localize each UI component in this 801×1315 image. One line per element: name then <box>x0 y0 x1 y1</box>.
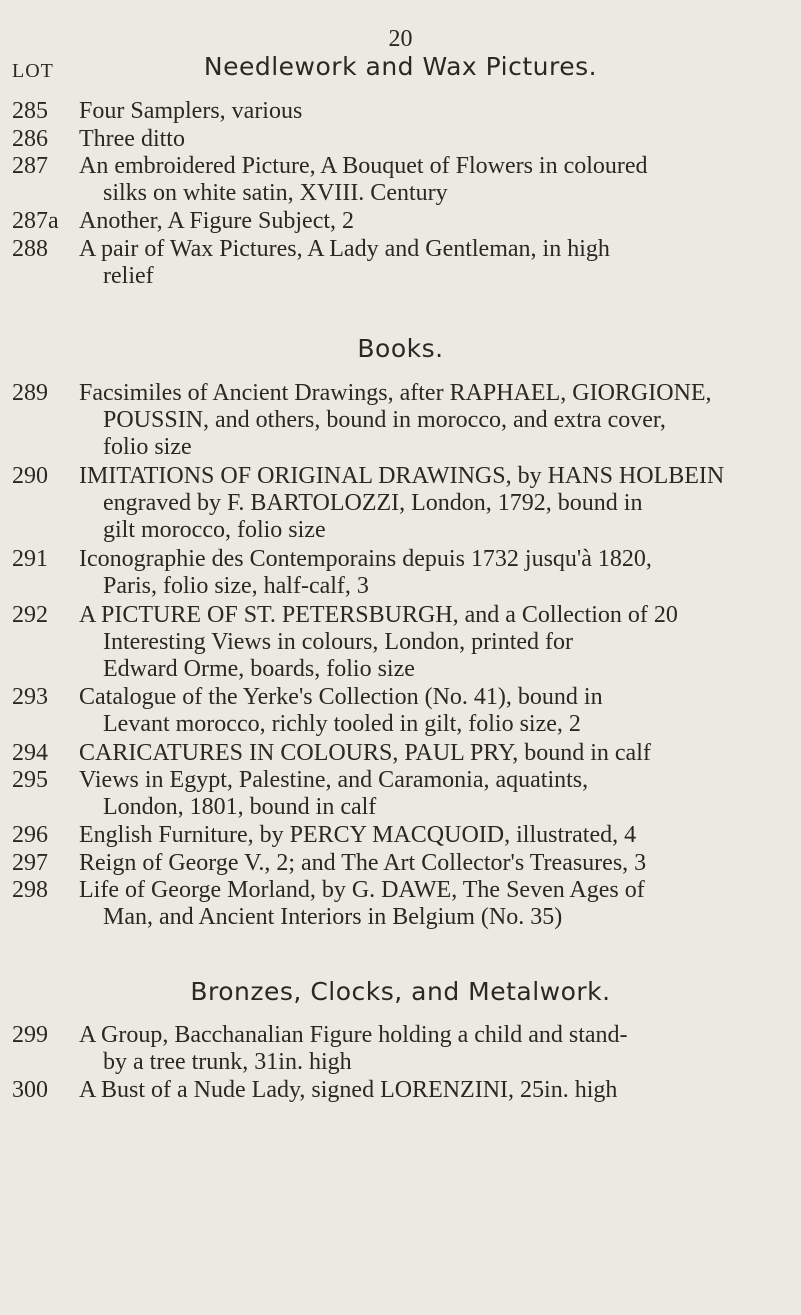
lot-number: 295 <box>12 767 48 793</box>
lot-number: 291 <box>12 546 48 572</box>
page-number: 20 <box>388 26 413 52</box>
section-title-books: Books. <box>357 334 444 363</box>
lot-number: 290 <box>12 463 48 489</box>
lot-description: London, 1801, bound in calf <box>103 794 377 820</box>
lot-number: 296 <box>12 822 48 848</box>
lot-description: Catalogue of the Yerke's Collection (No. 41), bound in <box>79 684 603 710</box>
lot-number: 297 <box>12 850 48 876</box>
lot-number: 285 <box>12 98 48 124</box>
lot-description: Interesting Views in colours, London, printed for <box>103 629 574 655</box>
lot-description: A pair of Wax Pictures, A Lady and Gentleman, in high <box>79 236 610 262</box>
lot-description: Facsimiles of Ancient Drawings, after RAPHAEL, GIORGIONE, <box>79 380 712 406</box>
lot-description: An embroidered Picture, A Bouquet of Flowers in coloured <box>79 153 648 179</box>
section-title-bronzes: Bronzes, Clocks, and Metalwork. <box>190 977 611 1006</box>
lot-number: 287a <box>12 208 59 234</box>
lot-number: 299 <box>12 1022 48 1048</box>
lot-description: Paris, folio size, half-calf, 3 <box>103 573 369 599</box>
lot-description: relief <box>103 263 154 289</box>
lot-description: Life of George Morland, by G. DAWE, The Seven Ages of <box>79 877 645 903</box>
lot-description: engraved by F. BARTOLOZZI, London, 1792, bound in <box>103 490 643 516</box>
lot-description: A Bust of a Nude Lady, signed LORENZINI, 25in. high <box>79 1077 618 1103</box>
lot-description: Views in Egypt, Palestine, and Caramonia, aquatints, <box>79 767 589 793</box>
lot-description: Man, and Ancient Interiors in Belgium (No. 35) <box>103 904 563 930</box>
lot-description: Edward Orme, boards, folio size <box>103 656 415 682</box>
lot-number: 293 <box>12 684 48 710</box>
lot-description: gilt morocco, folio size <box>103 517 326 543</box>
lot-description: Iconographie des Contemporains depuis 1732 jusqu'à 1820, <box>79 546 652 572</box>
lot-description: folio size <box>103 434 192 460</box>
lot-description: CARICATURES IN COLOURS, PAUL PRY, bound in calf <box>79 740 651 766</box>
lot-description: English Furniture, by PERCY MACQUOID, illustrated, 4 <box>79 822 637 848</box>
lot-description: Four Samplers, various <box>79 98 303 124</box>
lot-description: Another, A Figure Subject, 2 <box>79 208 355 234</box>
lot-description: Reign of George V., 2; and The Art Collector's Treasures, 3 <box>79 850 647 876</box>
lot-number: 287 <box>12 153 48 179</box>
lot-description: Three ditto <box>79 126 185 152</box>
lot-number: 292 <box>12 602 48 628</box>
lot-description: IMITATIONS OF ORIGINAL DRAWINGS, by HANS HOLBEIN <box>79 463 725 489</box>
lot-description: A PICTURE OF ST. PETERSBURGH, and a Collection of 20 <box>79 602 678 628</box>
lot-number: 300 <box>12 1077 48 1103</box>
lot-number: 289 <box>12 380 48 406</box>
lot-number: 286 <box>12 126 48 152</box>
section-title-needlework: Needlework and Wax Pictures. <box>203 52 598 81</box>
lot-number: 288 <box>12 236 48 262</box>
lot-number: 298 <box>12 877 48 903</box>
lot-description: POUSSIN, and others, bound in morocco, and extra cover, <box>103 407 666 433</box>
lot-column-header: LOT <box>12 60 54 82</box>
lot-description: Levant morocco, richly tooled in gilt, folio size, 2 <box>103 711 581 737</box>
lot-description: by a tree trunk, 31in. high <box>103 1049 352 1075</box>
lot-description: silks on white satin, XVIII. Century <box>103 180 448 206</box>
lot-number: 294 <box>12 740 48 766</box>
lot-description: A Group, Bacchanalian Figure holding a child and stand- <box>79 1022 628 1048</box>
